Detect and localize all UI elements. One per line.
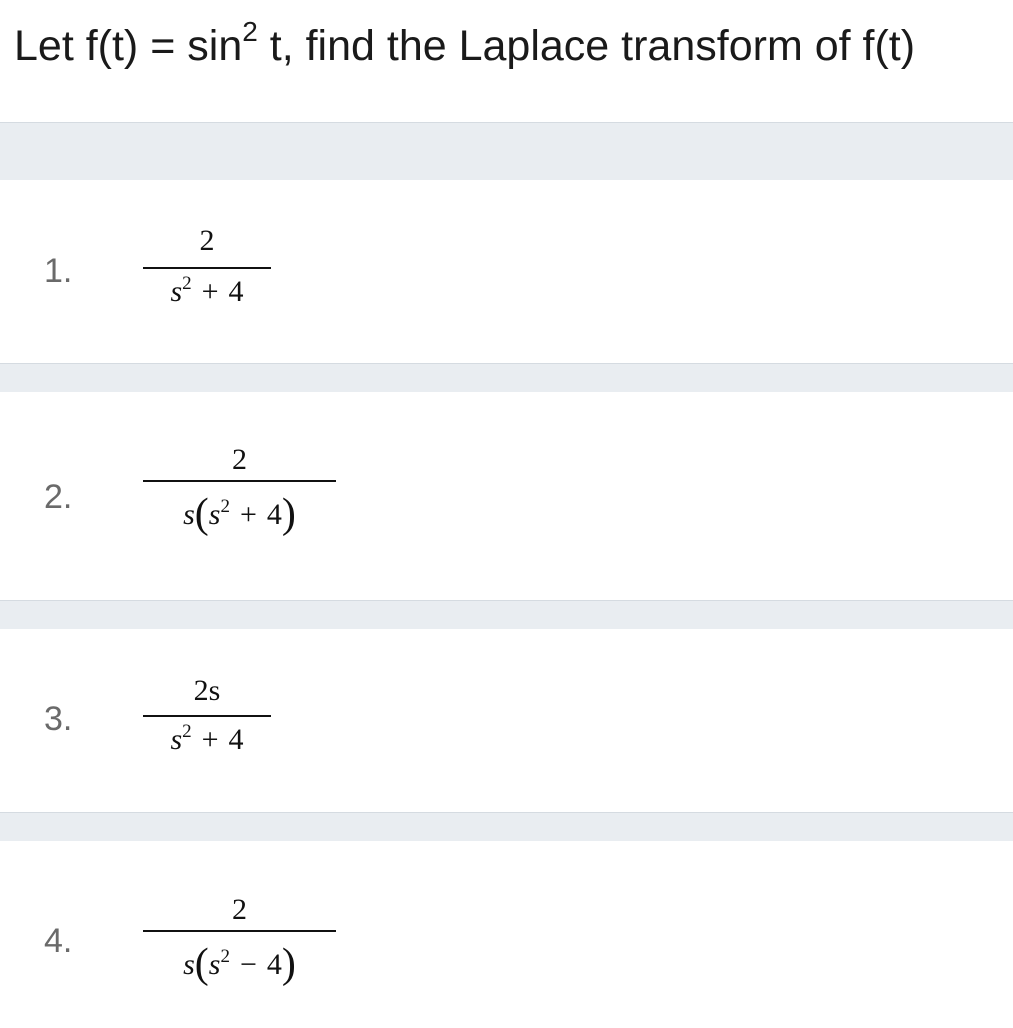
option-3-den-const: 4 xyxy=(228,723,244,756)
option-4-den-exp: 2 xyxy=(220,946,230,967)
option-3-denominator xyxy=(143,723,271,757)
option-2-den-paren-open: ( xyxy=(194,491,209,537)
option-4-den-paren-close: ) xyxy=(281,941,296,987)
option-4-fraction-bar xyxy=(143,930,336,932)
option-1-number[interactable]: 1. xyxy=(44,252,73,290)
separator-band xyxy=(0,122,1013,180)
option-2-den-const: 4 xyxy=(266,498,282,531)
option-2-den-op: + xyxy=(239,498,257,531)
option-4-number[interactable]: 4. xyxy=(44,922,73,960)
option-1-fraction[interactable] xyxy=(143,224,271,320)
option-3-den-var: s xyxy=(170,723,183,756)
option-2-den-outer-var: s xyxy=(183,498,195,531)
option-2-den-paren-close: ) xyxy=(281,491,296,537)
option-4-denominator xyxy=(143,937,336,985)
option-4-den-op: − xyxy=(239,948,257,981)
option-4-numerator: 2 xyxy=(232,893,247,926)
option-1-den-exp: 2 xyxy=(182,273,192,294)
option-2-number[interactable]: 2. xyxy=(44,478,73,516)
separator-band xyxy=(0,812,1013,841)
option-3-den-op: + xyxy=(201,723,219,756)
option-1-numerator: 2 xyxy=(199,224,215,257)
option-1-denominator xyxy=(143,275,271,309)
separator-band xyxy=(0,600,1013,629)
option-2-denominator xyxy=(143,487,336,535)
option-1-den-op: + xyxy=(201,275,219,308)
option-4-den-outer-var: s xyxy=(183,948,195,981)
option-4-den-const: 4 xyxy=(266,948,282,981)
option-2-fraction-bar xyxy=(143,480,336,482)
option-2-numerator: 2 xyxy=(232,443,247,476)
option-1-fraction-bar xyxy=(143,267,271,269)
separator-band xyxy=(0,363,1013,392)
option-4-den-var: s xyxy=(208,948,221,981)
option-2-fraction[interactable] xyxy=(143,443,336,553)
option-3-numerator-text: 2s xyxy=(193,674,221,707)
option-2-den-var: s xyxy=(208,498,221,531)
option-1-den-const: 4 xyxy=(228,275,244,308)
option-4-fraction[interactable] xyxy=(143,893,336,1003)
option-3-numerator xyxy=(143,674,271,708)
option-3-number[interactable]: 3. xyxy=(44,700,73,738)
question-exponent: 2 xyxy=(242,15,258,47)
option-4-den-paren-open: ( xyxy=(194,941,209,987)
option-3-den-exp: 2 xyxy=(182,721,192,742)
question-text xyxy=(14,15,916,71)
option-3-fraction-bar xyxy=(143,715,271,717)
option-2-den-exp: 2 xyxy=(220,496,230,517)
question-suffix: t, find the Laplace transform of f(t) xyxy=(257,22,916,70)
option-3-fraction[interactable] xyxy=(143,674,271,770)
question-prefix: Let f(t) = sin xyxy=(14,22,243,70)
option-1-den-var: s xyxy=(170,275,183,308)
